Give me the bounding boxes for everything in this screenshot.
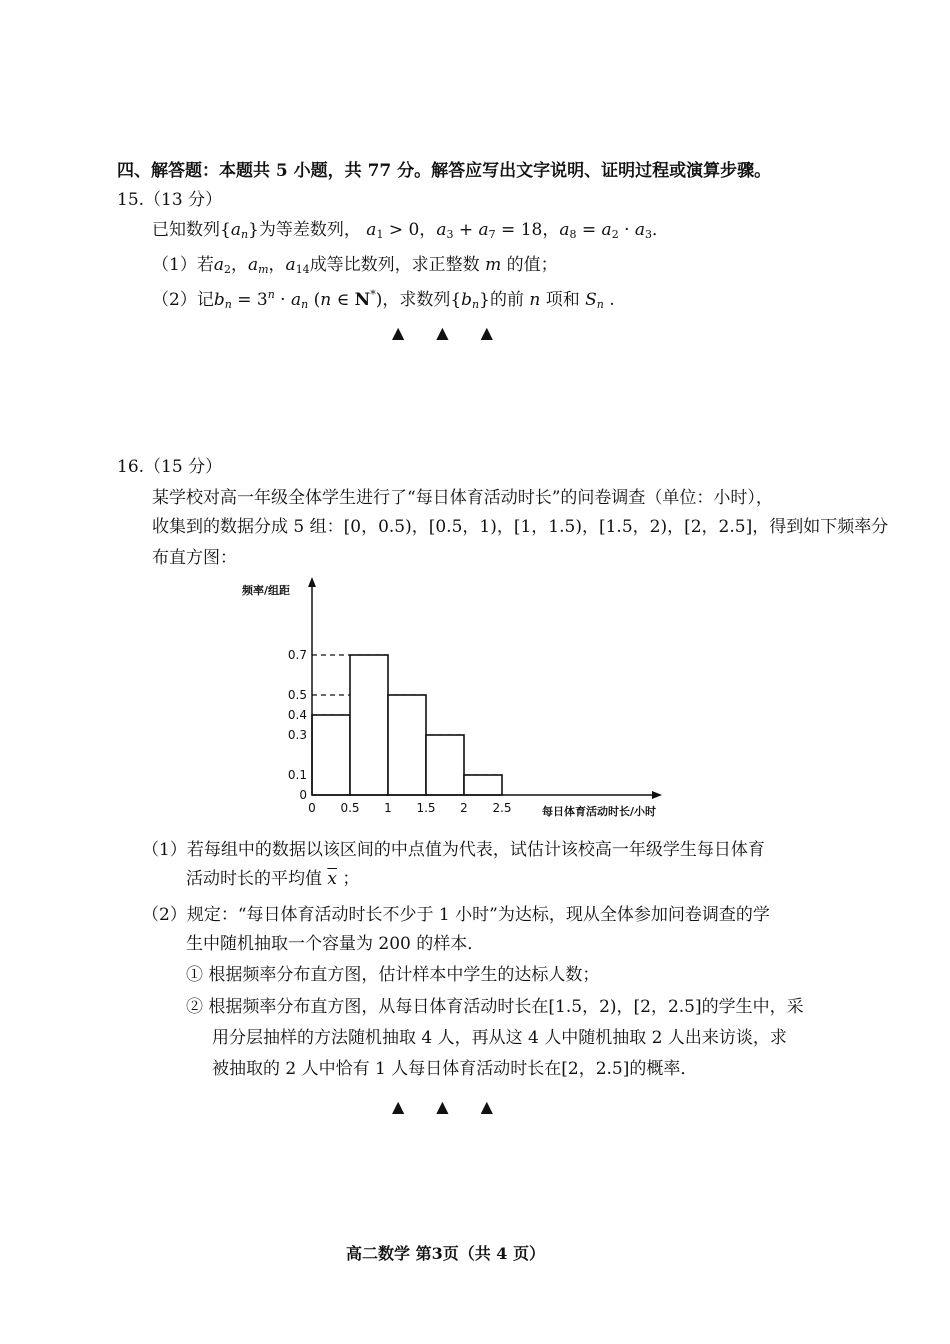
q16-part1-line1: （1）若每组中的数据以该区间的中点值为代表，试估计该校高一年级学生每日体育 xyxy=(142,840,765,860)
chart-xlabel: 每日体育活动时长/小时 xyxy=(542,805,657,818)
y-axis-arrow xyxy=(308,577,316,587)
q15-math-an: $\{a_n\}$ xyxy=(220,220,259,241)
q16-part1-line2-text: 活动时长的平均值 xyxy=(186,869,322,889)
q15-part1-math: $a_2$，$a_m$，$a_{14}$ xyxy=(213,255,310,276)
y-tick-label: 0.7 xyxy=(287,648,307,662)
q16-xbar-math: $\overline{x}$ ； xyxy=(327,869,360,889)
histogram-bar xyxy=(464,775,502,795)
q15-part2 xyxy=(152,289,615,311)
q16-intro-line3: 布直方图： xyxy=(152,548,237,568)
q15-statement xyxy=(152,219,669,241)
page-footer: 高二数学 第3页（共 4 页） xyxy=(346,1244,545,1263)
x-tick-label: 2 xyxy=(460,801,468,815)
x-tick-label: 0.5 xyxy=(340,801,360,815)
q15-text-2: 为等差数列， xyxy=(258,220,361,240)
histogram-bar xyxy=(350,655,388,795)
section-header: 四、解答题：本题共 5 小题，共 77 分。解答应写出文字说明、证明过程或演算步骤。 xyxy=(117,161,772,181)
x-tick-label: 1.5 xyxy=(416,801,436,815)
q15-part1-m: m xyxy=(479,255,507,275)
y-tick-label: 0.3 xyxy=(287,728,307,742)
y-tick-label: 0 xyxy=(299,788,307,802)
q15-part1-prefix: （1）若 xyxy=(152,255,214,275)
q15-part1 xyxy=(152,254,558,276)
q15-text-1: 已知数列 xyxy=(152,220,220,240)
histogram-bar xyxy=(312,715,350,795)
q15-part1-end: 的值； xyxy=(506,255,558,275)
q15-end-marks: ▲ ▲ ▲ xyxy=(392,323,493,342)
x-tick-label: 1 xyxy=(384,801,392,815)
y-tick-label: 0.5 xyxy=(287,688,307,702)
q16-choice2-line3: 被抽取的 2 人中恰有 1 人每日体育活动时长在[2，2.5]的概率． xyxy=(212,1059,698,1079)
q15-part2-text-3: 项和 xyxy=(545,290,580,310)
q15-part1-text: 成等比数列，求正整数 xyxy=(309,255,480,275)
y-tick-label: 0.1 xyxy=(287,768,307,782)
q16-intro-line2: 收集到的数据分成 5 组：[0，0.5)，[0.5，1)，[1，1.5)，[1.5，2)，[2，2.5]，得到如下频率分 xyxy=(152,517,889,537)
x-tick-label: 2.5 xyxy=(492,801,512,815)
q16-part1-line2 xyxy=(186,868,359,890)
q15-number: 15.（13 分） xyxy=(117,190,223,210)
frequency-histogram xyxy=(230,570,700,825)
q16-intro-line1: 某学校对高一年级全体学生进行了“每日体育活动时长”的问卷调查（单位：小时）， xyxy=(152,488,773,508)
q15-part2-text-1: ，求数列 xyxy=(382,290,451,310)
histogram-bar xyxy=(388,695,426,795)
q15-part2-prefix: （2）记 xyxy=(152,290,214,310)
q16-part2-line2: 生中随机抽取一个容量为 200 的样本． xyxy=(186,934,485,954)
y-tick-label: 0.4 xyxy=(287,708,307,722)
q15-part2-bn: $\{b_n\}$ xyxy=(450,290,490,311)
x-tick-label: 0 xyxy=(308,801,316,815)
q15-part2-sn: $S_n$ . xyxy=(585,290,615,311)
q15-part2-text-2: 的前 xyxy=(489,290,524,310)
q15-part2-n: n xyxy=(523,290,546,310)
q16-part2-line1: （2）规定：“每日体育活动时长不少于 1 小时”为达标，现从全体参加问卷调查的学 xyxy=(142,905,770,925)
q15-condition-math: $a_1 > 0$，$a_3 + a_7 = 18$，$a_8 = a_2 \cdot a_3$． xyxy=(366,220,670,241)
x-axis-arrow xyxy=(652,791,662,799)
histogram-bar xyxy=(426,735,464,795)
q16-choice2-line1: ② 根据频率分布直方图，从每日体育活动时长在[1.5，2)，[2，2.5]的学生中，采 xyxy=(186,997,804,1017)
q16-end-marks: ▲ ▲ ▲ xyxy=(392,1097,493,1116)
q16-choice2-line2: 用分层抽样的方法随机抽取 4 人，再从这 4 人中随机抽取 2 人出来访谈，求 xyxy=(212,1028,787,1048)
q16-choice1: ① 根据频率分布直方图，估计样本中学生的达标人数； xyxy=(186,965,600,985)
chart-ylabel: 频率/组距 xyxy=(242,584,291,597)
q15-part2-math: $b_n = 3^n \cdot a_n$ (n ∈ N*) xyxy=(213,288,383,311)
q16-number: 16.（15 分） xyxy=(117,457,223,477)
